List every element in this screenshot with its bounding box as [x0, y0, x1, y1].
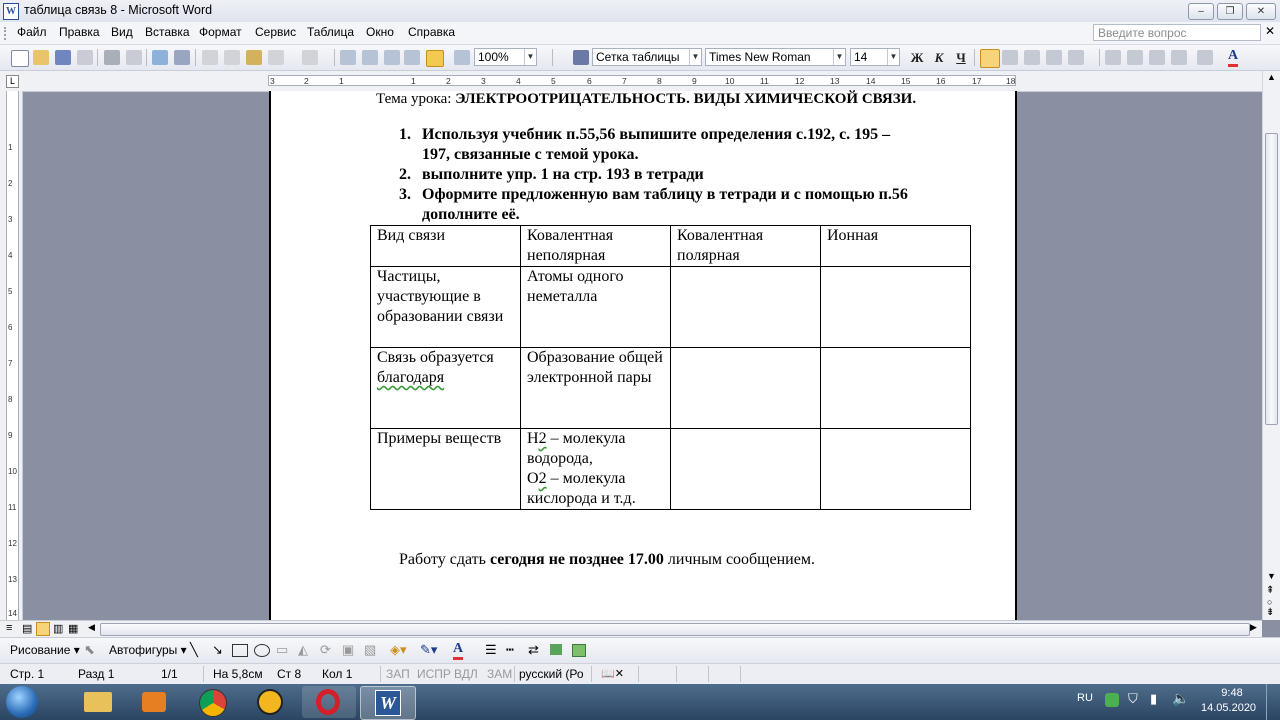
decrease-indent-icon[interactable]	[1149, 50, 1165, 65]
styles-pane-icon[interactable]	[573, 50, 589, 65]
footer-line: Работу сдать сегодня не позднее 17.00 личным сообщением.	[399, 551, 815, 568]
open-folder-icon[interactable]	[33, 50, 49, 65]
list-item-1-num: 1.	[399, 126, 411, 143]
normal-view-icon[interactable]: ≡	[6, 622, 13, 634]
menu-help[interactable]: Справка	[408, 25, 456, 39]
spelling-status-icon[interactable]: 📖✕	[601, 668, 624, 680]
align-right-icon[interactable]	[1024, 50, 1040, 65]
folder-icon	[84, 692, 112, 712]
status-track[interactable]: ИСПР	[417, 667, 451, 681]
list-item-3-num: 3.	[399, 186, 411, 203]
undo-icon[interactable]	[268, 50, 284, 65]
underline-button[interactable]: Ч	[956, 50, 966, 65]
status-language[interactable]: русский (Ро	[519, 667, 584, 681]
drawing-toggle-icon[interactable]	[426, 50, 444, 67]
close-doc-icon[interactable]: ✕	[1265, 24, 1276, 38]
drawing-toolbar	[0, 637, 1280, 664]
table-row	[371, 429, 971, 510]
status-column: Кол 1	[322, 667, 353, 681]
tables-borders-icon[interactable]	[362, 50, 378, 65]
permission-icon[interactable]	[77, 50, 93, 65]
numbering-icon[interactable]	[1105, 50, 1121, 65]
document-page[interactable]	[269, 91, 1017, 620]
3d-style-icon[interactable]	[572, 644, 586, 657]
doc-map-icon[interactable]	[454, 50, 470, 65]
align-center-icon[interactable]	[1002, 50, 1018, 65]
cut-icon[interactable]	[202, 50, 218, 65]
standard-toolbar	[0, 45, 1280, 71]
menu-window[interactable]: Окно	[366, 25, 394, 39]
chevron-down-icon: ▼	[887, 49, 899, 65]
new-document-icon[interactable]	[11, 50, 29, 67]
draw-font-color-icon[interactable]: A	[453, 641, 463, 660]
vruler-strip: 1 2 3 4 5 6 7 8 9 10 11 12 13 14	[6, 91, 19, 620]
taskbar	[0, 684, 1280, 720]
table-cell[interactable]	[671, 348, 821, 429]
chrome-task[interactable]	[186, 686, 240, 718]
scroll-up-icon[interactable]: ▲	[1267, 72, 1276, 82]
list-item-1-line1: Используя учебник п.55,56 выпишите определения с.192, с. 195 –	[422, 126, 891, 143]
dash-style-icon[interactable]: ┅	[506, 642, 514, 657]
prev-page-icon[interactable]: ⇞	[1266, 585, 1275, 596]
spellcheck-word: благодаря	[377, 369, 445, 386]
table-cell[interactable]: Связь образуется благодаря	[371, 348, 521, 429]
table-row	[371, 348, 971, 429]
clock-time[interactable]: 9:48	[1221, 687, 1243, 699]
draw-menu-button[interactable]: Рисование ▾	[10, 643, 80, 657]
save-icon[interactable]	[55, 50, 71, 65]
font-select[interactable]: Times New Roman ▼	[705, 48, 846, 66]
menu-bar	[0, 22, 1280, 45]
scroll-left-icon[interactable]: ◀	[88, 622, 95, 632]
clipart-icon[interactable]: ▣	[342, 642, 355, 657]
table-cell[interactable]: Ковалентная неполярная	[521, 226, 671, 267]
line-icon[interactable]: ╲	[190, 642, 198, 657]
chrome-icon	[199, 689, 227, 717]
scroll-down-icon[interactable]: ▼	[1267, 571, 1276, 581]
menu-insert[interactable]: Вставка	[145, 25, 190, 39]
table-cell[interactable]: Ковалентная полярная	[671, 226, 821, 267]
wordart-icon[interactable]: ◭	[298, 642, 308, 657]
vertical-ruler[interactable]	[0, 91, 23, 620]
table-cell[interactable]: Атомы одного неметалла	[521, 267, 671, 348]
bond-types-table[interactable]	[370, 225, 971, 510]
start-button[interactable]	[6, 686, 38, 718]
table-cell[interactable]	[821, 429, 971, 510]
menu-edit[interactable]: Правка	[59, 25, 100, 39]
status-pages: 1/1	[161, 667, 178, 681]
next-page-icon[interactable]: ⇟	[1266, 607, 1275, 618]
increase-indent-icon[interactable]	[1171, 50, 1187, 65]
line-spacing-icon[interactable]	[1068, 50, 1084, 65]
menu-tools[interactable]: Сервис	[255, 25, 297, 39]
list-item-3-line2: дополните её.	[422, 206, 520, 223]
italic-button[interactable]: К	[934, 50, 944, 65]
print-layout-view-icon[interactable]	[36, 622, 50, 636]
autoshapes-menu-button[interactable]: Автофигуры ▾	[109, 643, 187, 657]
word-task[interactable]	[360, 686, 416, 720]
print-preview-icon[interactable]	[126, 50, 142, 65]
scroll-right-icon[interactable]: ▶	[1250, 622, 1257, 632]
tab-selector[interactable]: L	[6, 75, 19, 88]
network-icon[interactable]: ▮	[1150, 691, 1158, 706]
arrow-icon[interactable]: ↘	[212, 642, 223, 657]
vertical-scrollbar[interactable]	[1262, 71, 1280, 620]
textbox-icon[interactable]: ▭	[276, 642, 289, 657]
close-button[interactable]: ✕	[1246, 3, 1276, 20]
bold-button[interactable]: Ж	[910, 50, 924, 65]
style-select[interactable]: Сетка таблицы ▼	[592, 48, 702, 66]
research-icon[interactable]	[174, 50, 190, 65]
line-style-icon[interactable]: ☰	[485, 642, 497, 657]
media-player-icon	[142, 692, 166, 712]
shadow-style-icon[interactable]	[550, 644, 562, 655]
table-cell[interactable]	[671, 267, 821, 348]
insert-table-icon[interactable]	[384, 50, 400, 65]
justify-icon[interactable]	[1046, 50, 1062, 65]
chevron-down-icon: ▼	[689, 49, 701, 65]
status-rec[interactable]: ЗАП	[386, 667, 410, 681]
language-indicator[interactable]: RU	[1077, 692, 1093, 704]
bullets-icon[interactable]	[1127, 50, 1143, 65]
spelling-icon[interactable]	[152, 50, 168, 65]
status-page: Стр. 1	[10, 667, 45, 681]
status-extend[interactable]: ВДЛ	[454, 667, 478, 681]
media-task[interactable]	[128, 686, 182, 718]
tray-shield-icon[interactable]: ⛉	[1128, 691, 1138, 706]
table-row	[371, 267, 971, 348]
status-bar	[0, 663, 1280, 685]
scroll-thumb[interactable]	[1265, 133, 1278, 425]
status-line: Ст 8	[277, 667, 302, 681]
title-bar	[0, 0, 1280, 23]
opera-task[interactable]	[302, 686, 356, 718]
table-cell[interactable]: Образование общей электронной пары	[521, 348, 671, 429]
table-row	[371, 226, 971, 267]
horizontal-scrollbar[interactable]	[0, 620, 1262, 637]
topic-line: Тема урока: ЭЛЕКТРООТРИЦАТЕЛЬНОСТЬ. ВИДЫ ХИМИЧЕСКОЙ СВЯЗИ.	[376, 91, 917, 107]
table-cell[interactable]	[821, 348, 971, 429]
format-painter-icon[interactable]	[246, 50, 262, 65]
show-desktop-button[interactable]	[1266, 684, 1280, 720]
list-item-2-num: 2.	[399, 166, 411, 183]
web-view-icon[interactable]: ▤	[22, 623, 33, 635]
table-cell[interactable]	[671, 429, 821, 510]
list-item-1-line2: 197, связанные с темой урока.	[422, 146, 639, 163]
chevron-down-icon: ▼	[833, 49, 845, 65]
copy-icon[interactable]	[224, 50, 240, 65]
table-cell[interactable]: Вид связи	[371, 226, 521, 267]
select-objects-icon[interactable]: ⬉	[84, 642, 95, 657]
app-triangle-icon	[257, 689, 283, 715]
diagram-icon[interactable]: ⟳	[320, 642, 331, 657]
print-icon[interactable]	[104, 50, 120, 65]
hscroll-thumb[interactable]	[100, 623, 1250, 636]
table-cell[interactable]: Ионная	[821, 226, 971, 267]
help-search-input[interactable]: Введите вопрос	[1093, 24, 1261, 41]
align-left-icon[interactable]	[980, 49, 1000, 68]
opera-icon	[316, 689, 340, 715]
clock-date[interactable]: 14.05.2020	[1201, 702, 1257, 714]
menu-table[interactable]: Таблица	[307, 25, 355, 39]
table-cell[interactable]: Частицы, участвующие в образовании связи	[371, 267, 521, 348]
menu-file[interactable]: Файл	[17, 25, 47, 39]
outline-view-icon[interactable]: ▦	[68, 623, 79, 635]
arrow-style-icon[interactable]: ⇄	[528, 642, 539, 657]
volume-icon[interactable]: 🔈	[1172, 690, 1190, 706]
menu-view[interactable]: Вид	[111, 25, 133, 39]
reading-view-icon[interactable]: ▥	[53, 623, 64, 635]
chevron-down-icon: ▼	[524, 49, 536, 65]
borders-icon[interactable]	[1197, 50, 1213, 65]
hyperlink-icon[interactable]	[340, 50, 356, 65]
font-size-select[interactable]: 14 ▼	[850, 48, 900, 66]
oval-icon[interactable]	[254, 644, 270, 657]
minimize-button[interactable]: –	[1188, 3, 1214, 20]
status-position: На 5,8см	[213, 667, 263, 681]
maximize-button[interactable]: ❐	[1217, 3, 1243, 20]
app-task[interactable]	[244, 686, 298, 718]
table-cell[interactable]: Примеры веществ	[371, 429, 521, 510]
explorer-task[interactable]	[72, 686, 126, 718]
columns-icon[interactable]	[404, 50, 420, 65]
font-color-icon[interactable]: A	[1228, 48, 1238, 67]
rectangle-icon[interactable]	[232, 644, 248, 657]
table-cell[interactable]	[821, 267, 971, 348]
line-color-icon[interactable]: ✎▾	[420, 642, 438, 657]
fill-color-icon[interactable]: ◈▾	[390, 642, 407, 657]
status-section: Разд 1	[78, 667, 115, 681]
word-icon: W	[375, 690, 401, 716]
menu-grip	[4, 27, 9, 40]
menu-format[interactable]: Формат	[199, 25, 242, 39]
list-item-2-line1: выполните упр. 1 на стр. 193 в тетради	[422, 166, 704, 183]
browse-object-icon[interactable]: ○	[1267, 597, 1273, 607]
list-item-3-line1: Оформите предложенную вам таблицу в тетради и с помощью п.56	[422, 186, 908, 203]
picture-icon[interactable]: ▧	[364, 642, 377, 657]
ruler-strip: 3 2 1 1 2 3 4 5 6 7 8 9 10 11 12 13 14 15 16 17 18	[270, 76, 1016, 86]
table-cell[interactable]: Н2 – молекула водорода, О2 – молекула кислорода и т.д.	[521, 429, 671, 510]
redo-icon[interactable]	[302, 50, 318, 65]
word-app-icon[interactable]: W	[3, 3, 19, 20]
zoom-select[interactable]: 100% ▼	[474, 48, 537, 66]
tray-app-icon[interactable]	[1105, 693, 1119, 707]
window-title: таблица связь 8 - Microsoft Word	[24, 3, 213, 17]
status-overtype[interactable]: ЗАМ	[487, 667, 513, 681]
